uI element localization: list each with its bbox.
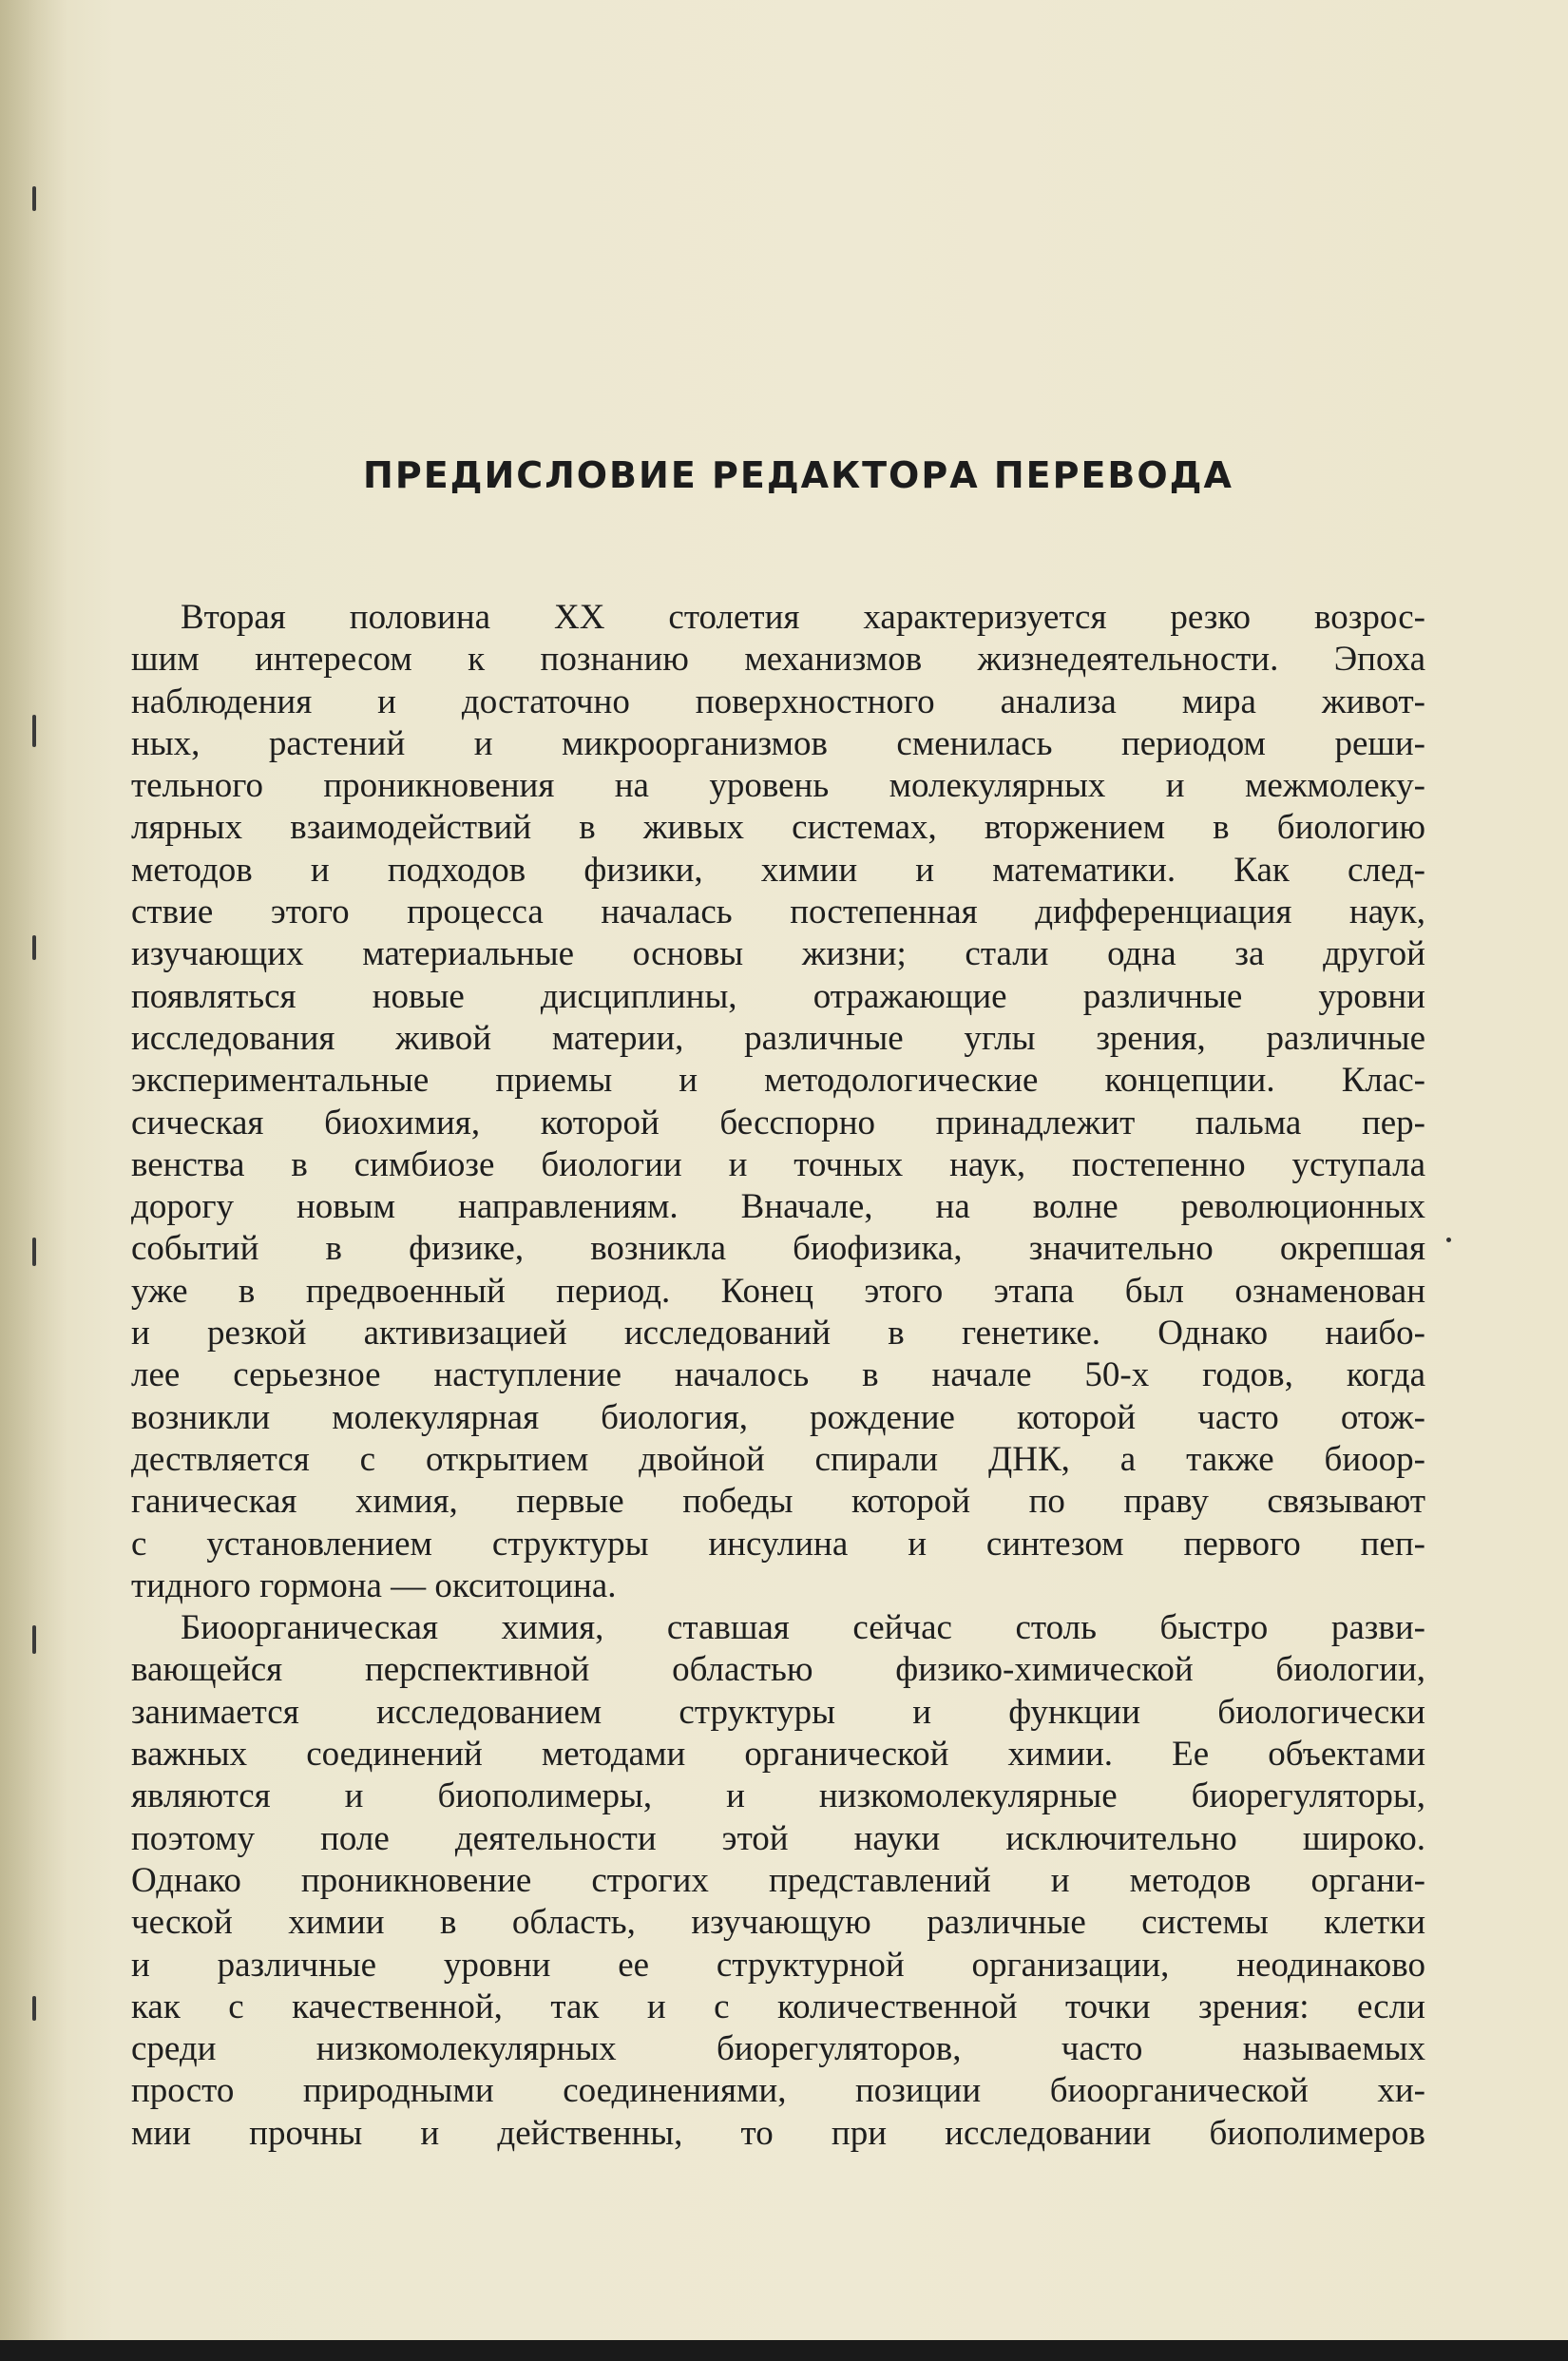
text-line: тидного гормона — окситоцина. xyxy=(131,1565,617,1605)
text-line: изучающих материальные основы жизни; стали одна за другой xyxy=(131,934,1425,974)
paragraph-2 xyxy=(131,1607,1425,2155)
text-line: мии прочны и действенны, то при исследовании биополимеров xyxy=(131,2113,1425,2153)
text-line: сическая биохимия, которой бесспорно принадлежит пальма пер- xyxy=(131,1103,1425,1142)
margin-mark xyxy=(32,186,36,211)
text-line: важных соединений методами органической химии. Ее объектами xyxy=(131,1735,1425,1775)
text-line: уже в предвоенный период. Конец этого этапа был ознаменован xyxy=(131,1271,1425,1311)
text-line: возникли молекулярная биология, рождение которой часто отож- xyxy=(131,1397,1425,1437)
text-line: просто природными соединениями, позиции биоорганической хи- xyxy=(131,2071,1425,2111)
text-line: появляться новые дисциплины, отражающие различные уровни xyxy=(131,976,1425,1016)
margin-mark xyxy=(32,1238,36,1266)
text-line: экспериментальные приемы и методологические концепции. Клас- xyxy=(131,1061,1425,1101)
text-line: методов и подходов физики, химии и математики. Как след- xyxy=(131,850,1425,890)
text-line: венства в симбиозе биологии и точных наук, постепенно уступала xyxy=(131,1144,1425,1184)
text-line: дорогу новым направлениям. Вначале, на волне революционных xyxy=(131,1187,1425,1227)
text-line: поэтому поле деятельности этой науки исключительно широко. xyxy=(131,1818,1425,1858)
text-line: как с качественной, так и с количественной точки зрения: если xyxy=(131,1987,1425,2026)
text-line: тельного проникновения на уровень молекулярных и межмолеку- xyxy=(131,766,1425,806)
ink-speck xyxy=(1446,1238,1451,1242)
text-line: среди низкомолекулярных биорегуляторов, часто называемых xyxy=(131,2029,1425,2069)
text-line: занимается исследованием структуры и функции биологически xyxy=(131,1692,1425,1732)
margin-mark xyxy=(32,1996,36,2021)
text-line: и различные уровни ее структурной организации, неодинаково xyxy=(131,1945,1425,1985)
text-line: исследования живой материи, различные углы зрения, различные xyxy=(131,1018,1425,1058)
text-line: с установлением структуры инсулина и синтезом первого пеп- xyxy=(131,1524,1425,1564)
text-line: наблюдения и достаточно поверхностного анализа мира живот- xyxy=(131,681,1425,721)
page-title: ПРЕДИСЛОВИЕ РЕДАКТОРА ПЕРЕВОДА xyxy=(363,454,1233,496)
margin-mark xyxy=(32,935,36,960)
text-line: Однако проникновение строгих представлений и методов органи- xyxy=(131,1860,1425,1900)
text-line: вающейся перспективной областью физико-химической биологии, xyxy=(131,1650,1425,1690)
text-line: являются и биополимеры, и низкомолекулярные биорегуляторы, xyxy=(131,1776,1425,1816)
text-line: лярных взаимодействий в живых системах, вторжением в биологию xyxy=(131,808,1425,848)
margin-mark xyxy=(32,1625,36,1654)
body-text xyxy=(131,597,1425,2155)
text-line: лее серьезное наступление началось в начале 50-х годов, когда xyxy=(131,1355,1425,1395)
paragraph-1 xyxy=(131,597,1425,1607)
scan-bottom-edge xyxy=(0,2340,1568,2361)
margin-mark xyxy=(32,715,36,747)
text-line: Биоорганическая химия, ставшая сейчас столь быстро разви- xyxy=(181,1608,1425,1648)
text-line: и резкой активизацией исследований в генетике. Однако наибо- xyxy=(131,1314,1425,1353)
text-line: шим интересом к познанию механизмов жизнедеятельности. Эпоха xyxy=(131,640,1425,680)
text-line: ствие этого процесса началась постепенная дифференциация наук, xyxy=(131,893,1425,932)
text-line: ганическая химия, первые победы которой по праву связывают xyxy=(131,1482,1425,1522)
text-line: Вторая половина XX столетия характеризуется резко возрос- xyxy=(181,598,1425,637)
text-line: дествляется с открытием двойной спирали ДНК, а также биоор- xyxy=(131,1439,1425,1479)
text-line: ческой химии в область, изучающую различные системы клетки xyxy=(131,1903,1425,1943)
text-line: событий в физике, возникла биофизика, значительно окрепшая xyxy=(131,1229,1425,1269)
text-line: ных, растений и микроорганизмов сменилась периодом реши- xyxy=(131,723,1425,763)
